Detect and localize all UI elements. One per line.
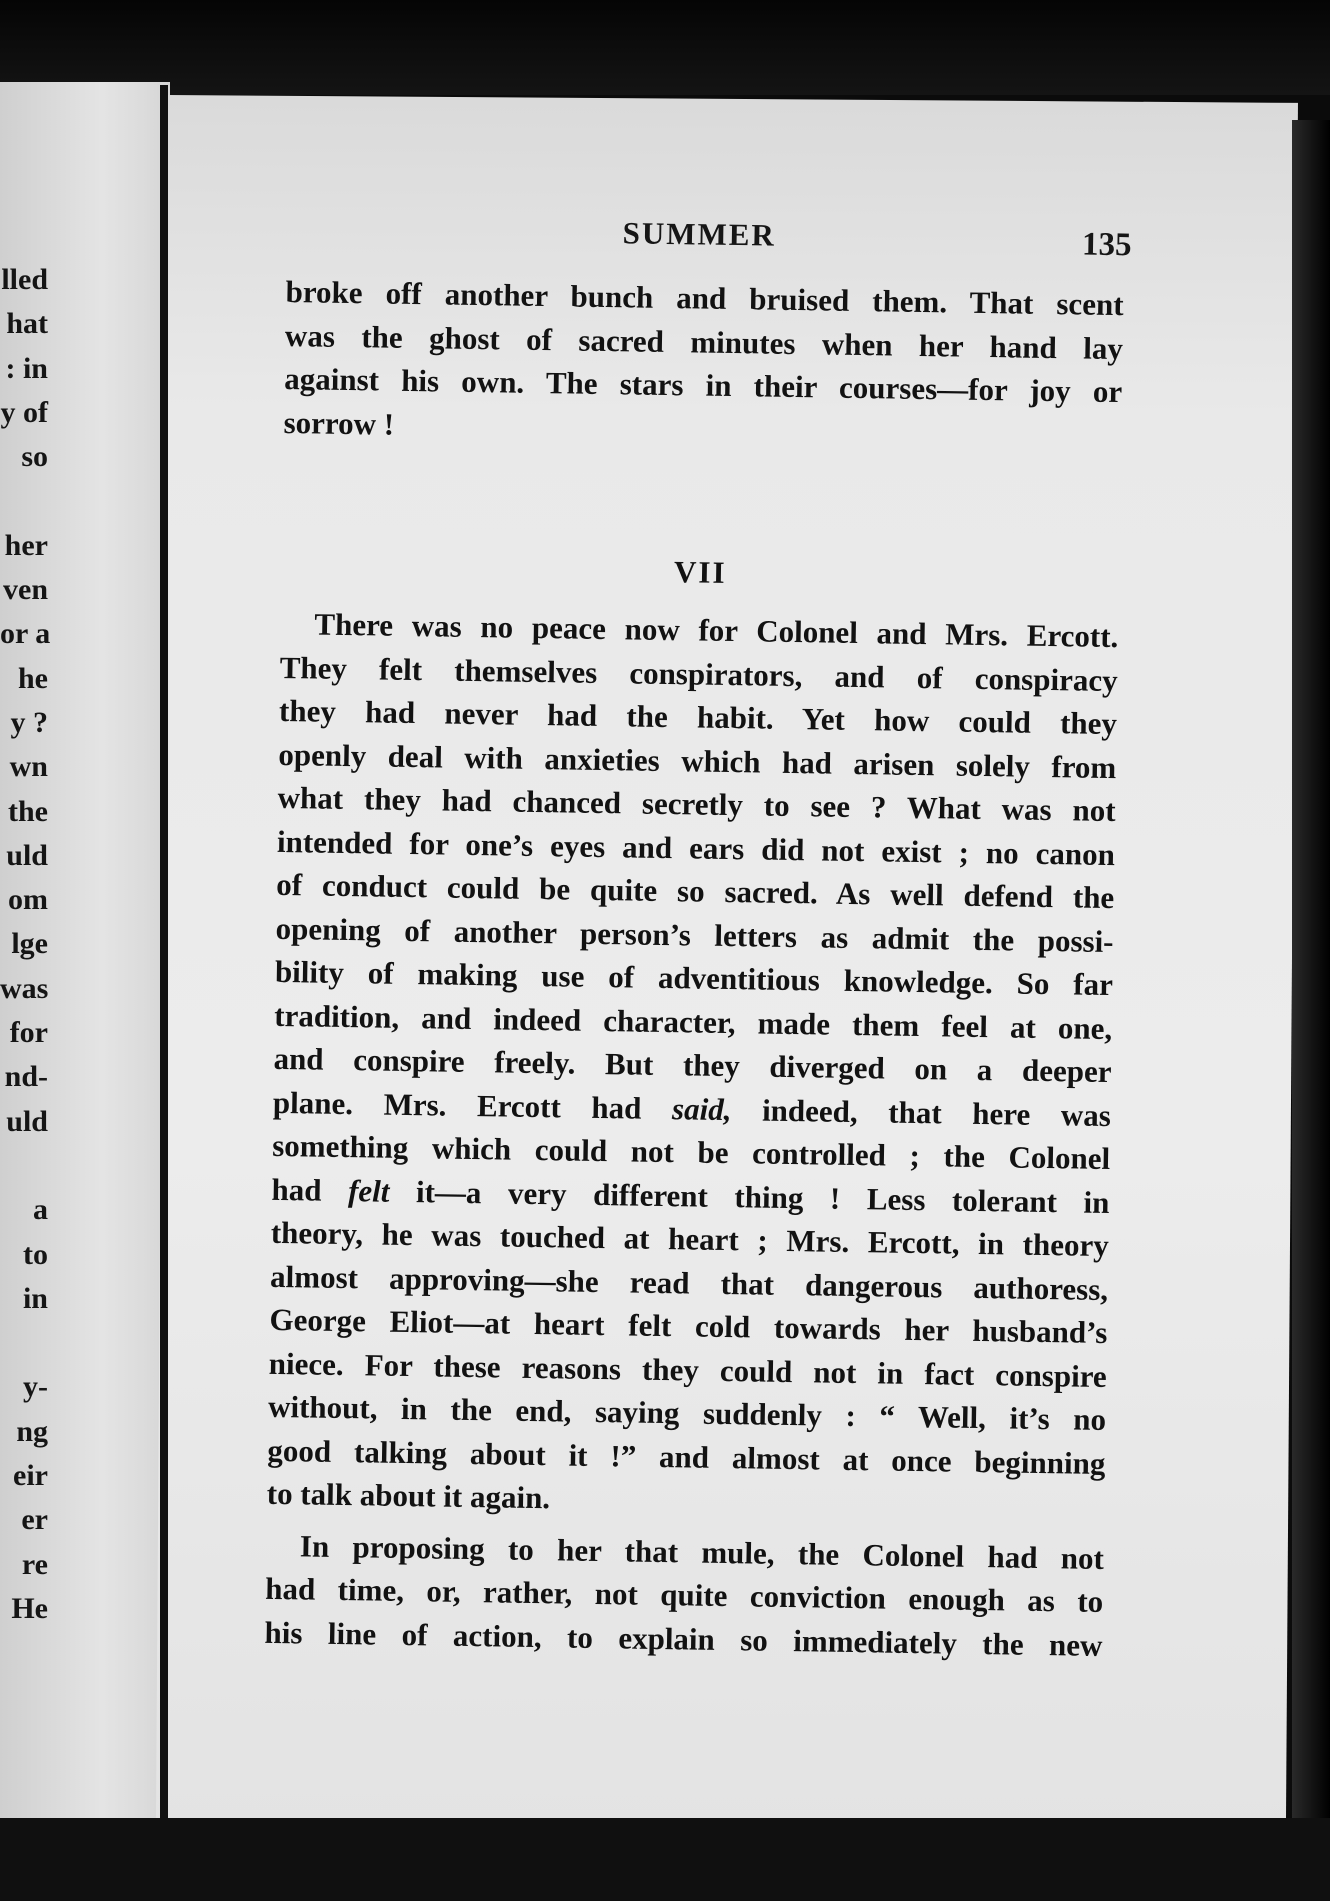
text-line: There was no peace now for Colonel and Mrs. Ercott. [314, 606, 1119, 655]
facing-page-fragment: er [21, 1503, 48, 1537]
facing-page-fragment: lge [11, 927, 48, 961]
facing-page-fragment: or a [0, 617, 51, 651]
text-line: and conspire freely. But they diverged on a deeper [273, 1040, 1112, 1090]
text-line: almost approving—she read that dangerous authoress, [269, 1258, 1109, 1307]
facing-page-fragment: ng [16, 1414, 48, 1448]
facing-page-fragment: uld [6, 838, 48, 872]
facing-page-fragment: he [18, 661, 48, 695]
text-line: sorrow ! [283, 404, 395, 442]
text-line: niece. For these reasons they could not in fact conspire [268, 1345, 1108, 1394]
text-line: openly deal with anxieties which had arisen solely from [278, 736, 1117, 785]
text-line: his line of action, to explain so immediately the new [264, 1614, 1103, 1663]
facing-page-fragment: y of [0, 395, 48, 429]
facing-page-fragment: ven [3, 573, 48, 607]
facing-page-fragment [0, 1144, 48, 1188]
facing-page-fragment [0, 479, 48, 523]
facing-page-fragment: lled [1, 263, 48, 296]
text-line: had time, or, rather, not quite conviction enough as to [265, 1570, 1104, 1619]
facing-page-fragment: was [0, 971, 49, 1005]
text-line: against his own. The stars in their courses—for joy or [284, 360, 1123, 410]
text-line: opening of another person’s letters as admit the possi- [275, 910, 1114, 959]
scan-background-bottom [0, 1818, 1330, 1901]
running-head: SUMMER [622, 215, 777, 253]
page-number: 135 [1081, 226, 1132, 264]
facing-page-fragment: for [9, 1016, 48, 1050]
text-line: something which could not be controlled ; the Colonel [271, 1127, 1111, 1177]
text-line: good talking about it !” and almost at once beginning [267, 1432, 1106, 1481]
text-run: it—a very different thing ! Less tolerant in [389, 1173, 1110, 1220]
text-line: theory, he was touched at heart ; Mrs. Ercott, in theory [270, 1214, 1110, 1264]
facing-page-fragment: re [21, 1547, 48, 1581]
text-line: they had never had the habit. Yet how could they [278, 692, 1118, 742]
facing-page-fragment: to [23, 1237, 48, 1271]
paragraph [266, 602, 1118, 1529]
text-line: was the ghost of sacred minutes when her hand lay [284, 317, 1124, 366]
facing-page-fragment: He [11, 1591, 48, 1625]
facing-page-fragment: so [21, 440, 48, 474]
text-line: They felt themselves conspirators, and of conspiracy [279, 649, 1118, 698]
facing-page-fragment: her [4, 528, 48, 562]
facing-page-fragment: y ? [10, 705, 48, 739]
text-line: In proposing to her that mule, the Colonel had not [299, 1527, 1105, 1576]
text-line: tradition, and indeed character, made them feel at one, [274, 997, 1113, 1046]
facing-page-fragment: y- [23, 1370, 48, 1404]
text-run: plane. Mrs. Ercott had [272, 1084, 673, 1126]
text-line: bility of making use of adventitious knowledge. So far [274, 953, 1114, 1003]
facing-page-fragment: in [22, 1281, 48, 1315]
text-line: without, in the end, saying suddenly : “ Well, it’s no [267, 1388, 1107, 1438]
facing-page-fragment [0, 1321, 48, 1365]
scan-shadow-right [1292, 120, 1330, 1901]
page-gutter [160, 85, 168, 1830]
italic-word: felt [347, 1172, 390, 1209]
facing-page-fragment: eir [13, 1459, 48, 1493]
facing-page-fragment: hat [6, 307, 48, 341]
text-line: intended for one’s eyes and ears did not exist ; no canon [276, 823, 1116, 872]
text-line: to talk about it again. [266, 1475, 551, 1516]
facing-page-fragment: the [8, 794, 48, 828]
text-run: had [271, 1171, 349, 1208]
facing-page-fragment: om [8, 883, 48, 917]
paragraph [264, 1523, 1104, 1667]
facing-page-fragment: uld [6, 1104, 48, 1138]
facing-page-fragment: wn [9, 750, 48, 784]
facing-page-text-fragments [0, 258, 51, 1631]
chapter-heading: VII [673, 554, 727, 590]
facing-page-fragment: a [33, 1193, 48, 1227]
scan-background-top [0, 0, 1330, 95]
facing-page-fragment: nd- [4, 1060, 48, 1094]
text-line: of conduct could be quite so sacred. As well defend the [276, 866, 1115, 916]
opening-paragraph [283, 270, 1124, 457]
text-run: indeed, that here was [731, 1091, 1112, 1133]
text-line: George Eliot—at heart felt cold towards her husband’s [269, 1301, 1108, 1351]
facing-page-fragment: : in [5, 351, 48, 385]
text-line: what they had chanced secretly to see ? What was not [277, 779, 1116, 829]
italic-word: said, [671, 1090, 732, 1127]
text-line: broke off another bunch and bruised them. That scent [285, 273, 1124, 323]
body-text [264, 270, 1124, 1667]
